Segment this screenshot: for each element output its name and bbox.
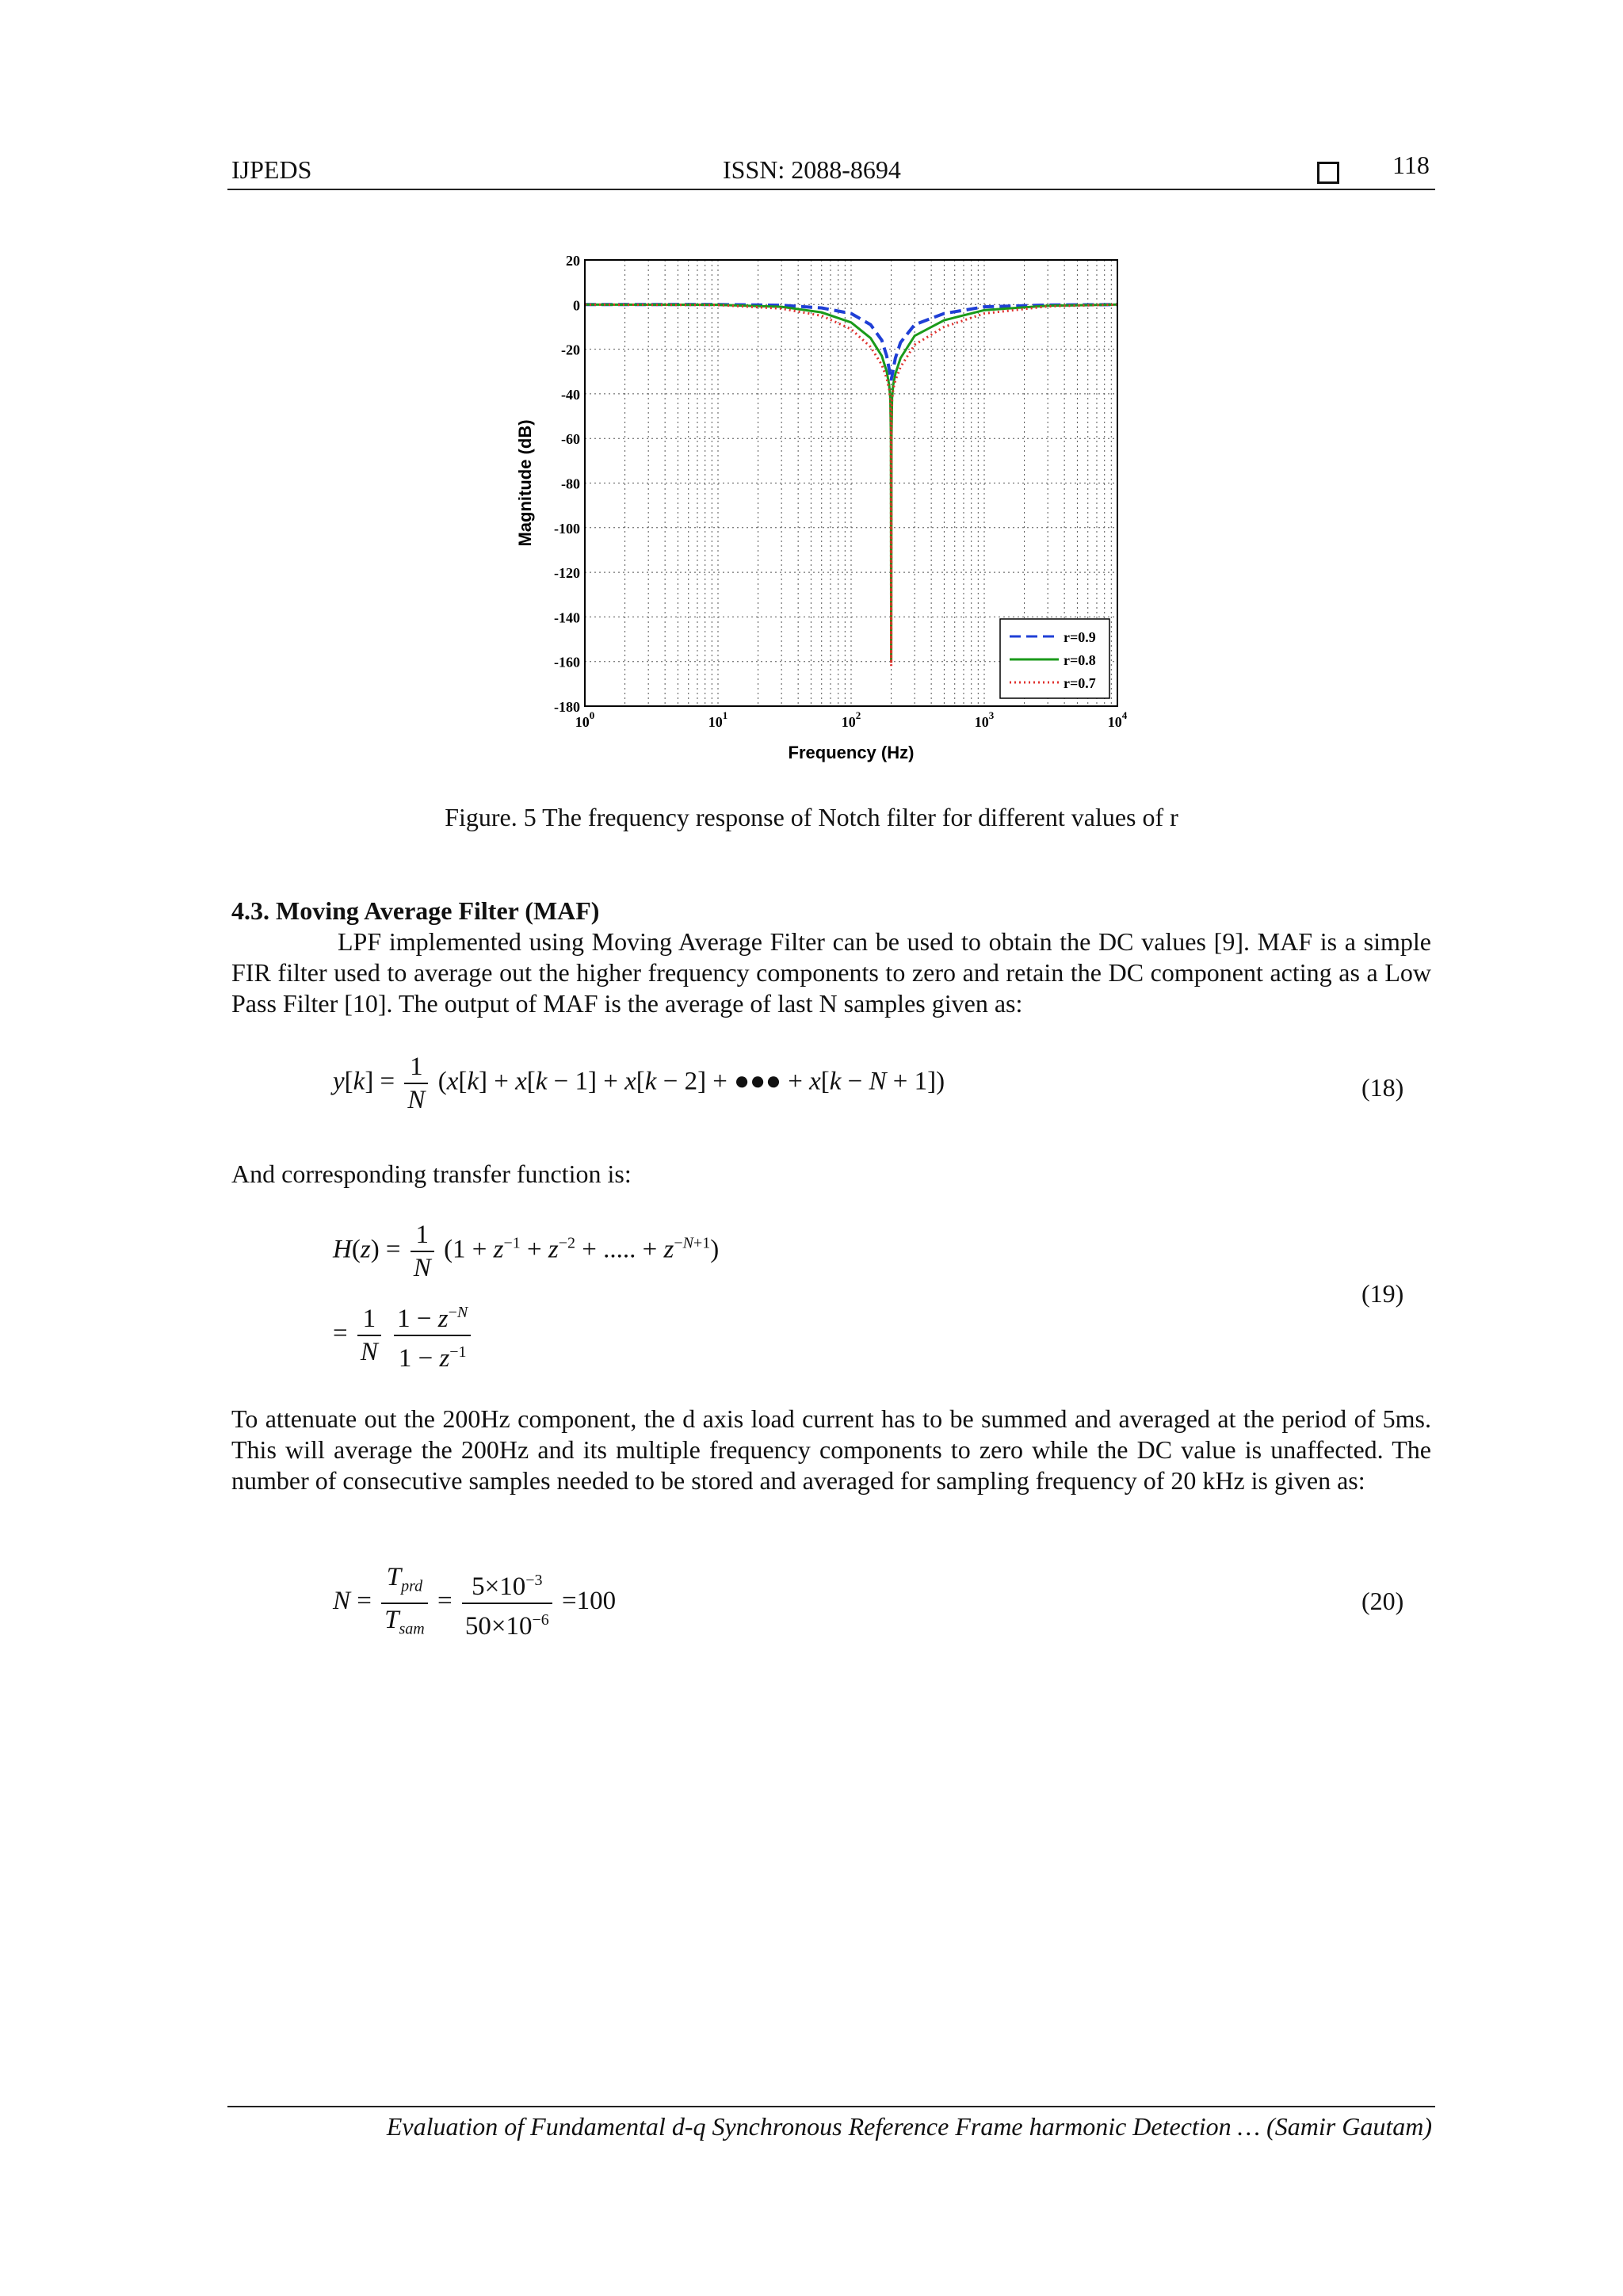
equation-19-line-2: = $\frac{1}{N}$ $\frac{1 - z^{-N}}{1 - z^{-1}}$: [333, 1297, 474, 1374]
legend-label: r=0.7: [1064, 675, 1096, 691]
equation-20: N = $\frac{T_{prd}}{T_{sam}}$ = $\frac{5\times 10^{-3}}{50\times 10^{-6}}$ =100: [333, 1563, 617, 1641]
x-tick-label: $10^0$: [575, 709, 595, 730]
legend-label: r=0.9: [1064, 629, 1096, 645]
header-rule: [227, 189, 1435, 190]
y-tick-label: -140: [554, 609, 580, 626]
chart-legend: [1000, 619, 1109, 698]
journal-name: IJPEDS: [231, 155, 312, 184]
section-heading: 4.3. Moving Average Filter (MAF): [231, 896, 600, 925]
y-tick-label: -180: [554, 699, 580, 715]
y-tick-label: -100: [554, 520, 580, 537]
footer-running-title: Evaluation of Fundamental d-q Synchronous Reference Frame harmonic Detection … (Samir Gautam): [386, 2112, 1432, 2141]
y-tick-label: 20: [566, 253, 580, 269]
equation-18-number: (18): [1361, 1073, 1404, 1102]
checkbox-square-icon: [1317, 162, 1339, 184]
y-tick-label: -60: [561, 431, 580, 448]
equation-18: y[k] = $\frac{1}{N}$ (x[k] + x[k − 1] + x[k − 2] + ●●● + x[k − N + 1]): [333, 1052, 945, 1114]
y-tick-label: -40: [561, 386, 580, 403]
equation-20-number: (20): [1361, 1587, 1404, 1615]
x-axis-label: Frequency (Hz): [788, 743, 915, 762]
x-tick-label: $10^4$: [1107, 709, 1128, 730]
y-tick-label: -160: [554, 654, 580, 670]
figure-caption: Figure. 5 The frequency response of Notch filter for different values of r: [445, 803, 1178, 831]
equation-19-line-1: H(z) = $\frac{1}{N}$ ($1 + z^{-1} + z^{-2}$ + ..... + $z^{-N+1}$): [333, 1221, 720, 1282]
footer-rule: [227, 2106, 1435, 2107]
y-axis-label: Magnitude (dB): [515, 419, 535, 547]
y-tick-label: 0: [573, 297, 580, 314]
page-number: 118: [1392, 151, 1430, 179]
x-tick-label: $10^3$: [974, 709, 995, 730]
paragraph-moving-average: To attenuate out the 200Hz component, the d axis load current has to be summed and averaged at the period of 5ms. This will average the 200Hz and its multiple frequency components to zero while the DC value is unaffected. The number of consecutive samples needed to be stored and averaged for sampling frequency of 20 kHz is given as:: [231, 1404, 1431, 1495]
paragraph-transfer-function: And corresponding transfer function is:: [231, 1159, 632, 1188]
paragraph-maf-intro: LPF implemented using Moving Average Filter can be used to obtain the DC values [9]. MAF is a simple FIR filter used to average out the higher frequency components to zero and retain the DC component acting as a Low Pass Filter [10]. The output of MAF is the average of last N samples given as:: [231, 927, 1431, 1018]
x-tick-label: $10^1$: [708, 709, 728, 730]
equation-19-number: (19): [1361, 1279, 1404, 1308]
y-tick-label: -80: [561, 476, 580, 492]
y-tick-label: -20: [561, 342, 580, 358]
notch-frequency-response-chart: [507, 246, 1141, 769]
y-tick-label: -120: [554, 565, 580, 582]
issn: ISSN: 2088-8694: [723, 155, 901, 184]
legend-label: r=0.8: [1064, 652, 1096, 668]
x-tick-label: $10^2$: [841, 709, 861, 730]
